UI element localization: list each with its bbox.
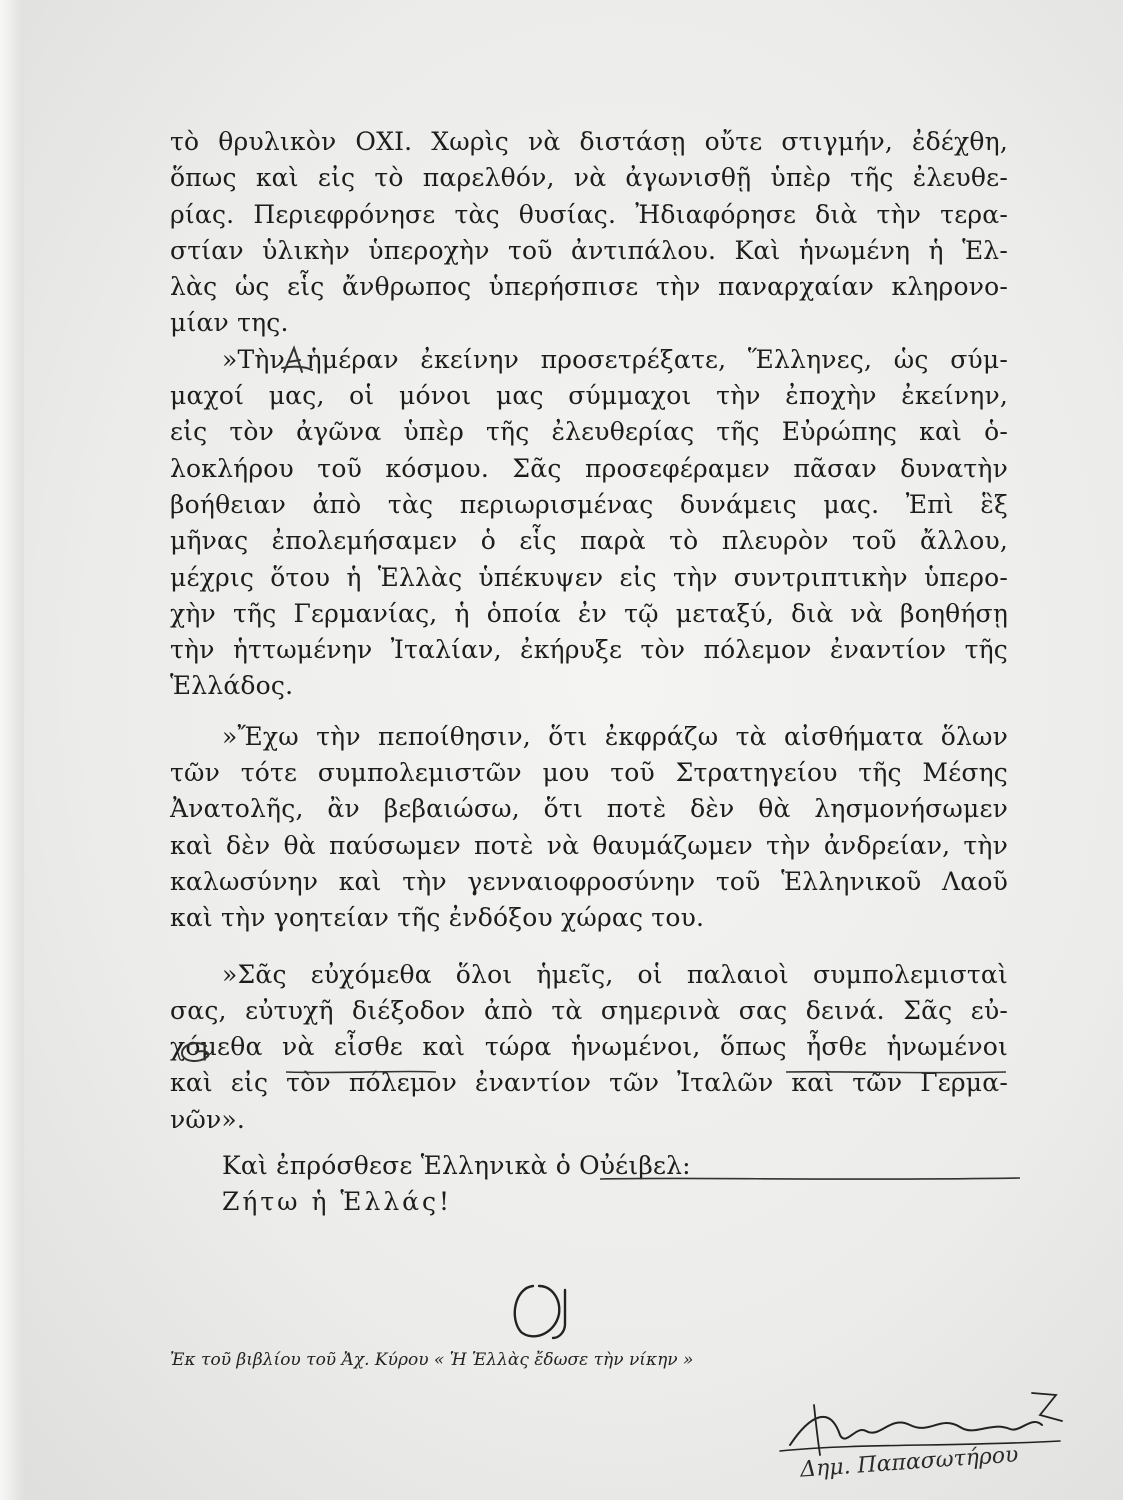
closing-line: Καὶ ἐπρόσθεσε Ἑλληνικὰ ὁ Οὐέιβελ: [222,1151,691,1181]
text-line: ὅπως καὶ εἰς τὸ παρελθόν, νὰ ἀγωνισθῇ ὑπὲρ τῆς ἐλευθε- [170,163,1008,193]
margin-mark-circle-icon [176,1038,218,1068]
text-line: μαχοί μας, οἱ μόνοι μας σύμμαχοι τὴν ἐποχὴν ἐκείνην, [170,381,1008,411]
source-citation: Ἐκ τοῦ βιβλίου τοῦ Ἀχ. Κύρου « Ἡ Ἑλλὰς ἔδωσε τὴν νίκην » [170,1350,694,1370]
underline-mark-icon [286,1066,1006,1084]
paragraph-4 [170,957,1008,1138]
text-line: καλωσύνην καὶ τὴν γενναιοφροσύνην τοῦ Ἑλληνικοῦ Λαοῦ [170,866,1008,896]
text-line: »Ἔχω τὴν πεποίθησιν, ὅτι ἐκφράζω τὰ αἰσθήματα ὅλων [222,721,1008,751]
underline-mark-icon [600,1173,1020,1187]
text-line: »Τὴν ἡμέραν ἐκείνην προσετρέξατε, Ἕλληνες, ὡς σύμ- [222,344,1008,374]
text-line: εἰς τὸν ἀγῶνα ὑπὲρ τῆς ἐλευθερίας τῆς Εὐρώπης καὶ ὁ- [170,417,1008,447]
text-line: βοήθειαν ἀπὸ τὰς περιωρισμένας δυνάμεις μας. Ἐπὶ ἓξ [170,489,1008,519]
text-line: ρίας. Περιεφρόνησε τὰς θυσίας. Ἠδιαφόρησε διὰ τὴν τερα- [170,199,1008,229]
text-line: χόμεθα νὰ εἶσθε καὶ τώρα ἡνωμένοι, ὅπως ἦσθε ἡνωμένοι [170,1032,1008,1062]
text-line: τῶν τότε συμπολεμιστῶν μου τοῦ Στρατηγείου τῆς Μέσης [170,758,1008,788]
text-line: μίαν της. [170,308,289,338]
text-line: Ἀνατολῆς, ἂν βεβαιώσω, ὅτι ποτὲ δὲν θὰ λησμονήσωμεν [170,794,1008,824]
text-line: »Σᾶς εὐχόμεθα ὅλοι ἡμεῖς, οἱ παλαιοὶ συμπολεμισταὶ [222,959,1008,989]
page-edge-shadow [0,0,24,1500]
text-line: στίαν ὑλικὴν ὑπεροχὴν τοῦ ἀντιπάλου. Καὶ ἡνωμένη ἡ Ἑλ- [170,235,1008,265]
text-line: λοκλήρου τοῦ κόσμου. Σᾶς προσεφέραμεν πᾶσαν δυνατὴν [170,453,1008,483]
text-line: καὶ εἰς τὸν πόλεμον ἐναντίον τῶν Ἰταλῶν καὶ τῶν Γερμα- [170,1068,1008,1098]
text-line: χὴν τῆς Γερμανίας, ἡ ὁποία ἐν τῷ μεταξύ, διὰ νὰ βοηθήσῃ [170,598,1008,628]
text-line: μῆνας ἐπολεμήσαμεν ὁ εἷς παρὰ τὸ πλευρὸν τοῦ ἄλλου, [170,526,1008,556]
paragraph-2 [170,342,1008,705]
paragraph-1 [170,124,1008,342]
text-line: μέχρις ὅτου ἡ Ἑλλὰς ὑπέκυψεν εἰς τὴν συντριπτικὴν ὑπερο- [170,562,1008,592]
text-line: λὰς ὡς εἷς ἄνθρωπος ὑπερήσπισε τὴν παναρχαίαν κληρονο- [170,272,1008,302]
signature-name: Δημ. Παπασωτήρου [799,1442,1020,1483]
body-text [170,124,1008,1221]
text-line: σας, εὐτυχῆ διέξοδον ἀπὸ τὰ σημερινὰ σας δεινά. Σᾶς εὐ- [170,995,1008,1025]
text-line: νῶν». [170,1104,246,1134]
text-line: τὸ θρυλικὸν ΟΧΙ. Χωρὶς νὰ διστάσῃ οὔτε στιγμήν, ἐδέχθη, [170,127,1008,156]
closing-exclamation: Ζήτω ἡ Ἑλλάς! [222,1187,453,1217]
text-line: τὴν ἡττωμένην Ἰταλίαν, ἐκήρυξε τὸν πόλεμον ἐναντίον τῆς [170,635,1008,665]
paragraph-3 [170,719,1008,937]
margin-mark-a-icon [278,344,318,378]
text-line: καὶ τὴν γοητείαν τῆς ἐνδόξου χώρας του. [170,903,705,933]
margin-mark-o-icon [505,1278,575,1344]
text-line: Ἑλλάδος. [170,671,294,701]
text-line: καὶ δὲν θὰ παύσωμεν ποτὲ νὰ θαυμάζωμεν τὴν ἀνδρείαν, τὴν [170,830,1008,860]
